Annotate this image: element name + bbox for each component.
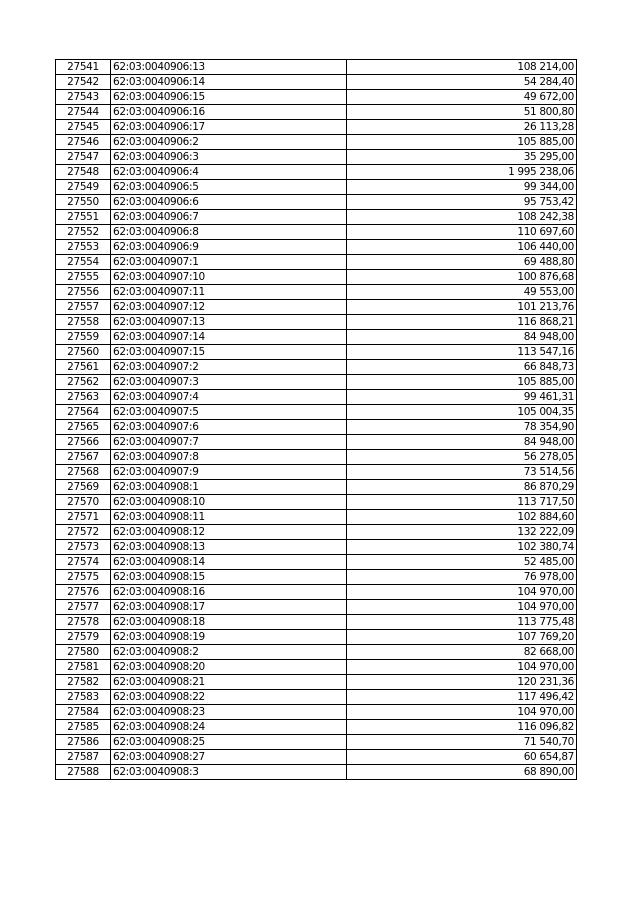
cadastral-value: 73 514,56 (347, 465, 577, 480)
cadastral-number: 62:03:0040908:17 (111, 600, 347, 615)
table-row (56, 465, 577, 480)
cadastral-number: 62:03:0040906:2 (111, 135, 347, 150)
cadastral-number: 62:03:0040906:15 (111, 90, 347, 105)
cadastral-number: 62:03:0040908:10 (111, 495, 347, 510)
cadastral-value: 78 354,90 (347, 420, 577, 435)
cadastral-value: 104 970,00 (347, 705, 577, 720)
cadastral-value: 82 668,00 (347, 645, 577, 660)
cadastral-value: 110 697,60 (347, 225, 577, 240)
cadastral-value: 104 970,00 (347, 600, 577, 615)
table-row (56, 555, 577, 570)
table-row (56, 660, 577, 675)
cadastral-number: 62:03:0040907:15 (111, 345, 347, 360)
cadastral-number: 62:03:0040907:7 (111, 435, 347, 450)
cadastral-value: 95 753,42 (347, 195, 577, 210)
cadastral-value: 35 295,00 (347, 150, 577, 165)
cadastral-value: 116 868,21 (347, 315, 577, 330)
table-row (56, 435, 577, 450)
cadastral-number: 62:03:0040907:14 (111, 330, 347, 345)
cadastral-value: 84 948,00 (347, 435, 577, 450)
table-row (56, 210, 577, 225)
table-row (56, 255, 577, 270)
cadastral-number: 62:03:0040907:3 (111, 375, 347, 390)
row-number: 27583 (56, 690, 111, 705)
cadastral-value: 108 214,00 (347, 60, 577, 75)
cadastral-value: 49 672,00 (347, 90, 577, 105)
row-number: 27573 (56, 540, 111, 555)
cadastral-number: 62:03:0040907:6 (111, 420, 347, 435)
cadastral-value: 52 485,00 (347, 555, 577, 570)
cadastral-number: 62:03:0040907:2 (111, 360, 347, 375)
cadastral-value: 54 284,40 (347, 75, 577, 90)
cadastral-value: 104 970,00 (347, 660, 577, 675)
row-number: 27548 (56, 165, 111, 180)
cadastral-value: 66 848,73 (347, 360, 577, 375)
cadastral-number: 62:03:0040906:17 (111, 120, 347, 135)
table-row (56, 360, 577, 375)
table-row (56, 240, 577, 255)
cadastral-number: 62:03:0040907:9 (111, 465, 347, 480)
cadastral-number: 62:03:0040908:11 (111, 510, 347, 525)
cadastral-value: 76 978,00 (347, 570, 577, 585)
row-number: 27586 (56, 735, 111, 750)
row-number: 27552 (56, 225, 111, 240)
row-number: 27576 (56, 585, 111, 600)
cadastral-value: 132 222,09 (347, 525, 577, 540)
table-row (56, 405, 577, 420)
cadastral-value: 99 344,00 (347, 180, 577, 195)
cadastral-number: 62:03:0040908:1 (111, 480, 347, 495)
cadastral-number: 62:03:0040908:27 (111, 750, 347, 765)
cadastral-number: 62:03:0040908:24 (111, 720, 347, 735)
cadastral-value: 84 948,00 (347, 330, 577, 345)
cadastral-number: 62:03:0040907:12 (111, 300, 347, 315)
row-number: 27557 (56, 300, 111, 315)
cadastral-number: 62:03:0040906:13 (111, 60, 347, 75)
cadastral-number: 62:03:0040908:23 (111, 705, 347, 720)
cadastral-value: 100 876,68 (347, 270, 577, 285)
cadastral-value: 116 096,82 (347, 720, 577, 735)
row-number: 27550 (56, 195, 111, 210)
row-number: 27568 (56, 465, 111, 480)
cadastral-number: 62:03:0040907:13 (111, 315, 347, 330)
cadastral-value: 102 380,74 (347, 540, 577, 555)
cadastral-number: 62:03:0040906:9 (111, 240, 347, 255)
row-number: 27574 (56, 555, 111, 570)
row-number: 27566 (56, 435, 111, 450)
cadastral-number: 62:03:0040906:6 (111, 195, 347, 210)
table-row (56, 615, 577, 630)
cadastral-number: 62:03:0040907:1 (111, 255, 347, 270)
table-row (56, 165, 577, 180)
row-number: 27549 (56, 180, 111, 195)
row-number: 27567 (56, 450, 111, 465)
row-number: 27565 (56, 420, 111, 435)
row-number: 27553 (56, 240, 111, 255)
cadastral-value: 120 231,36 (347, 675, 577, 690)
cadastral-number: 62:03:0040906:8 (111, 225, 347, 240)
row-number: 27564 (56, 405, 111, 420)
row-number: 27569 (56, 480, 111, 495)
table-row (56, 645, 577, 660)
table-row (56, 270, 577, 285)
cadastral-number: 62:03:0040908:15 (111, 570, 347, 585)
row-number: 27575 (56, 570, 111, 585)
row-number: 27579 (56, 630, 111, 645)
table-row (56, 105, 577, 120)
table-row (56, 75, 577, 90)
table-row (56, 90, 577, 105)
cadastral-number: 62:03:0040906:3 (111, 150, 347, 165)
table-row (56, 600, 577, 615)
cadastral-number: 62:03:0040907:11 (111, 285, 347, 300)
cadastral-number: 62:03:0040908:20 (111, 660, 347, 675)
cadastral-number: 62:03:0040907:4 (111, 390, 347, 405)
table-row (56, 330, 577, 345)
row-number: 27561 (56, 360, 111, 375)
cadastral-number: 62:03:0040906:5 (111, 180, 347, 195)
cadastral-value: 71 540,70 (347, 735, 577, 750)
cadastral-value: 105 885,00 (347, 135, 577, 150)
cadastral-number: 62:03:0040908:22 (111, 690, 347, 705)
cadastral-value: 101 213,76 (347, 300, 577, 315)
row-number: 27577 (56, 600, 111, 615)
cadastral-value: 99 461,31 (347, 390, 577, 405)
row-number: 27546 (56, 135, 111, 150)
row-number: 27558 (56, 315, 111, 330)
cadastral-number: 62:03:0040908:13 (111, 540, 347, 555)
table-row (56, 675, 577, 690)
cadastral-number: 62:03:0040908:14 (111, 555, 347, 570)
table-row (56, 180, 577, 195)
table-body (56, 60, 577, 780)
table-row (56, 375, 577, 390)
cadastral-number: 62:03:0040906:7 (111, 210, 347, 225)
cadastral-value: 56 278,05 (347, 450, 577, 465)
table-row (56, 690, 577, 705)
cadastral-value: 102 884,60 (347, 510, 577, 525)
row-number: 27547 (56, 150, 111, 165)
row-number: 27572 (56, 525, 111, 540)
cadastral-number: 62:03:0040906:4 (111, 165, 347, 180)
row-number: 27560 (56, 345, 111, 360)
table-row (56, 285, 577, 300)
row-number: 27570 (56, 495, 111, 510)
cadastral-number: 62:03:0040908:16 (111, 585, 347, 600)
row-number: 27582 (56, 675, 111, 690)
table-row (56, 540, 577, 555)
cadastral-number: 62:03:0040907:8 (111, 450, 347, 465)
table-row (56, 135, 577, 150)
cadastral-value: 108 242,38 (347, 210, 577, 225)
cadastral-value: 104 970,00 (347, 585, 577, 600)
cadastral-value: 117 496,42 (347, 690, 577, 705)
table-row (56, 450, 577, 465)
cadastral-number: 62:03:0040906:16 (111, 105, 347, 120)
table-row (56, 300, 577, 315)
cadastral-value: 113 775,48 (347, 615, 577, 630)
cadastral-number: 62:03:0040908:12 (111, 525, 347, 540)
row-number: 27562 (56, 375, 111, 390)
cadastral-number: 62:03:0040907:10 (111, 270, 347, 285)
cadastral-number: 62:03:0040908:19 (111, 630, 347, 645)
cadastral-value: 86 870,29 (347, 480, 577, 495)
cadastral-value-table (55, 59, 577, 780)
row-number: 27543 (56, 90, 111, 105)
cadastral-value: 69 488,80 (347, 255, 577, 270)
cadastral-number: 62:03:0040908:21 (111, 675, 347, 690)
table-row (56, 750, 577, 765)
table-row (56, 225, 577, 240)
row-number: 27555 (56, 270, 111, 285)
table-row (56, 735, 577, 750)
row-number: 27584 (56, 705, 111, 720)
row-number: 27588 (56, 765, 111, 780)
table-row (56, 60, 577, 75)
cadastral-number: 62:03:0040908:2 (111, 645, 347, 660)
cadastral-value: 49 553,00 (347, 285, 577, 300)
table-row (56, 705, 577, 720)
table-row (56, 525, 577, 540)
row-number: 27580 (56, 645, 111, 660)
cadastral-value: 105 885,00 (347, 375, 577, 390)
table-row (56, 420, 577, 435)
table-row (56, 480, 577, 495)
table-row (56, 120, 577, 135)
table-row (56, 570, 577, 585)
table-row (56, 765, 577, 780)
row-number: 27563 (56, 390, 111, 405)
cadastral-value: 113 547,16 (347, 345, 577, 360)
table-row (56, 585, 577, 600)
row-number: 27544 (56, 105, 111, 120)
row-number: 27585 (56, 720, 111, 735)
cadastral-number: 62:03:0040906:14 (111, 75, 347, 90)
row-number: 27571 (56, 510, 111, 525)
table-row (56, 345, 577, 360)
row-number: 27587 (56, 750, 111, 765)
table-row (56, 150, 577, 165)
cadastral-value: 1 995 238,06 (347, 165, 577, 180)
row-number: 27554 (56, 255, 111, 270)
table-row (56, 630, 577, 645)
table-row (56, 510, 577, 525)
row-number: 27541 (56, 60, 111, 75)
row-number: 27559 (56, 330, 111, 345)
cadastral-number: 62:03:0040908:3 (111, 765, 347, 780)
cadastral-number: 62:03:0040908:18 (111, 615, 347, 630)
cadastral-value: 105 004,35 (347, 405, 577, 420)
row-number: 27542 (56, 75, 111, 90)
table-row (56, 195, 577, 210)
cadastral-number: 62:03:0040907:5 (111, 405, 347, 420)
row-number: 27551 (56, 210, 111, 225)
cadastral-value: 68 890,00 (347, 765, 577, 780)
cadastral-number: 62:03:0040908:25 (111, 735, 347, 750)
table-row (56, 495, 577, 510)
cadastral-value: 60 654,87 (347, 750, 577, 765)
table-row (56, 390, 577, 405)
row-number: 27578 (56, 615, 111, 630)
row-number: 27545 (56, 120, 111, 135)
table-row (56, 720, 577, 735)
cadastral-value: 107 769,20 (347, 630, 577, 645)
row-number: 27581 (56, 660, 111, 675)
row-number: 27556 (56, 285, 111, 300)
cadastral-value: 51 800,80 (347, 105, 577, 120)
cadastral-value: 113 717,50 (347, 495, 577, 510)
cadastral-value: 26 113,28 (347, 120, 577, 135)
cadastral-value: 106 440,00 (347, 240, 577, 255)
table-row (56, 315, 577, 330)
